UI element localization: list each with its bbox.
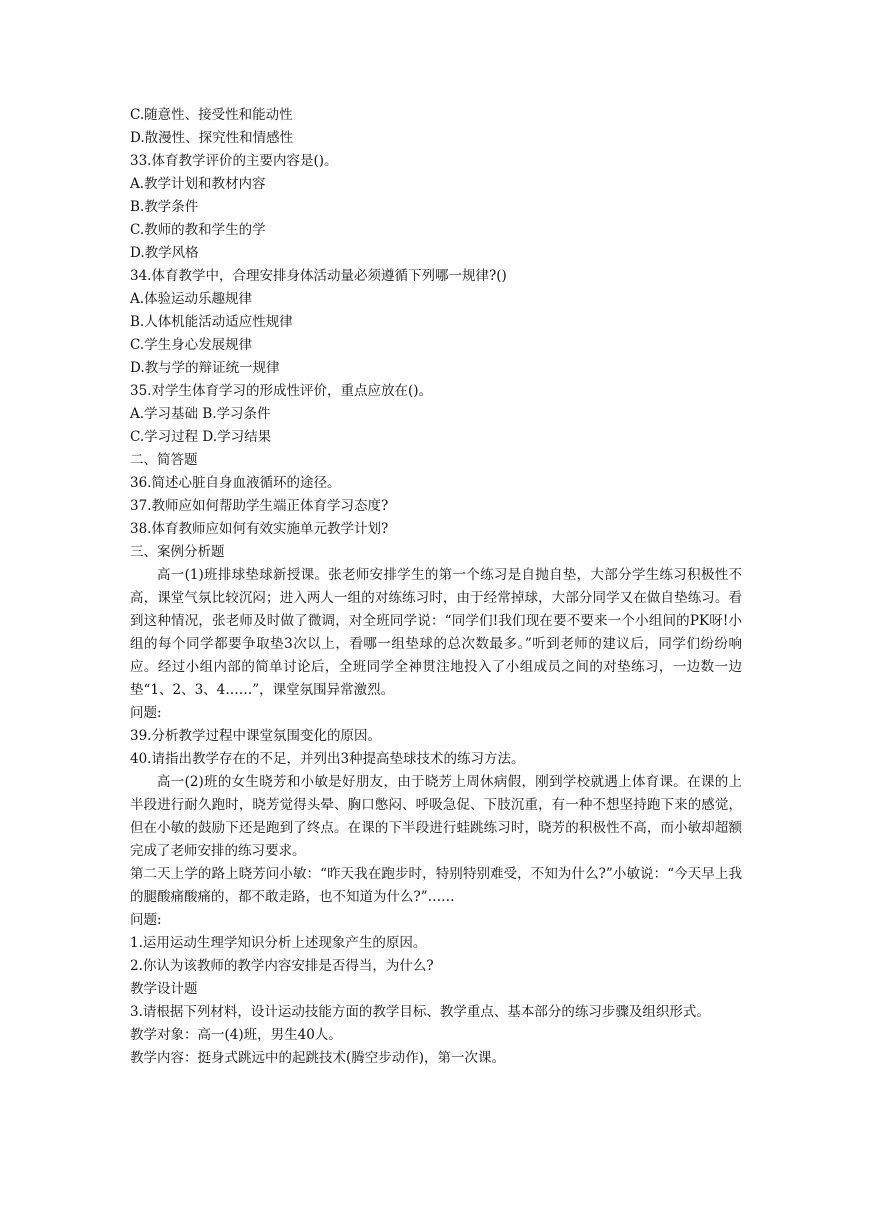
document-page: [130, 104, 742, 1070]
question-33-option-a: A.教学计划和教材内容: [130, 176, 266, 192]
question-40: 40.请指出教学存在的不足，并列出3种提高垫球技术的练习方法。: [130, 751, 525, 767]
question-35: 35.对学生体育学习的形成性评价，重点应放在()。: [130, 383, 433, 399]
section-heading-case-analysis: 三、案例分析题: [130, 544, 225, 560]
question-38: 38.体育教师应如何有效实施单元教学计划?: [130, 521, 389, 537]
option-d-line: D.散漫性、探究性和情感性: [130, 130, 294, 146]
case2-question-label: 问题:: [130, 912, 162, 928]
case2-question-2: 2.你认为该教师的教学内容安排是否得当，为什么?: [130, 958, 434, 974]
section-heading-teaching-design: 教学设计题: [130, 981, 198, 997]
case1-question-label: 问题:: [130, 705, 162, 721]
section-heading-short-answer: 二、简答题: [130, 452, 198, 468]
question-33-option-d: D.教学风格: [130, 245, 199, 261]
question-33: 33.体育教学评价的主要内容是()。: [130, 153, 338, 169]
question-36: 36.简述心脏自身血液循环的途径。: [130, 475, 341, 491]
case2-paragraph: 高一(2)班的女生晓芳和小敏是好朋友，由于晓芳上周休病假，刚到学校就遇上体育课。在课的上半段进行耐久跑时，晓芳觉得头晕、胸口憋闷、呼吸急促、下肢沉重，有一种不想坚持跑下来的感觉，但在小敏的鼓励下还是跑到了终点。在课的下半段进行蛙跳练习时，晓芳的积极性不高，而小敏却超额完成了老师安排的练习要求。: [130, 774, 742, 859]
case2-dialogue: 第二天上学的路上晓芳问小敏：“昨天我在跑步时，特别特别难受，不知为什么?”小敏说：“今天早上我的腿酸痛酸痛的，都不敢走路，也不知道为什么?”……: [130, 866, 742, 905]
question-35-options-cd: C.学习过程 D.学习结果: [130, 429, 272, 445]
question-35-options-ab: A.学习基础 B.学习条件: [130, 406, 271, 422]
case2-question-1: 1.运用运动生理学知识分析上述现象产生的原因。: [130, 935, 427, 951]
question-34-option-b: B.人体机能活动适应性规律: [130, 314, 293, 330]
question-34-option-c: C.学生身心发展规律: [130, 337, 253, 353]
question-34-option-d: D.教与学的辩证统一规律: [130, 360, 280, 376]
question-39: 39.分析教学过程中课堂氛围变化的原因。: [130, 728, 381, 744]
case1-paragraph: 高一(1)班排球垫球新授课。张老师安排学生的第一个练习是自抛自垫，大部分学生练习积极性不高，课堂气氛比较沉闷；进入两人一组的对练练习时，由于经常掉球，大部分同学又在做自垫练习。看到这种情况，张老师及时做了微调，对全班同学说：“同学们!我们现在要不要来一个小组间的PK呀!小组的每个同学都要争取垫3次以上，看哪一组垫球的总次数最多。”听到老师的建议后，同学们纷纷响应。经过小组内部的简单讨论后，全班同学全神贯注地投入了小组成员之间的对垫练习，一边数一边垫“1、2、3、4……”，课堂氛围异常激烈。: [130, 567, 742, 698]
design-teaching-content: 教学内容：挺身式跳远中的起跳技术(腾空步动作)，第一次课。: [130, 1050, 506, 1066]
question-37: 37.教师应如何帮助学生端正体育学习态度?: [130, 498, 389, 514]
design-teaching-target: 教学对象：高一(4)班，男生40人。: [130, 1027, 342, 1043]
question-34: 34.体育教学中，合理安排身体活动量必须遵循下列哪一规律?(): [130, 268, 507, 284]
question-33-option-b: B.教学条件: [130, 199, 199, 215]
question-33-option-c: C.教师的教和学生的学: [130, 222, 266, 238]
question-34-option-a: A.体验运动乐趣规律: [130, 291, 253, 307]
option-c-line: C.随意性、接受性和能动性: [130, 107, 293, 123]
design-question-3: 3.请根据下列材料，设计运动技能方面的教学目标、教学重点、基本部分的练习步骤及组织形式。: [130, 1004, 710, 1020]
